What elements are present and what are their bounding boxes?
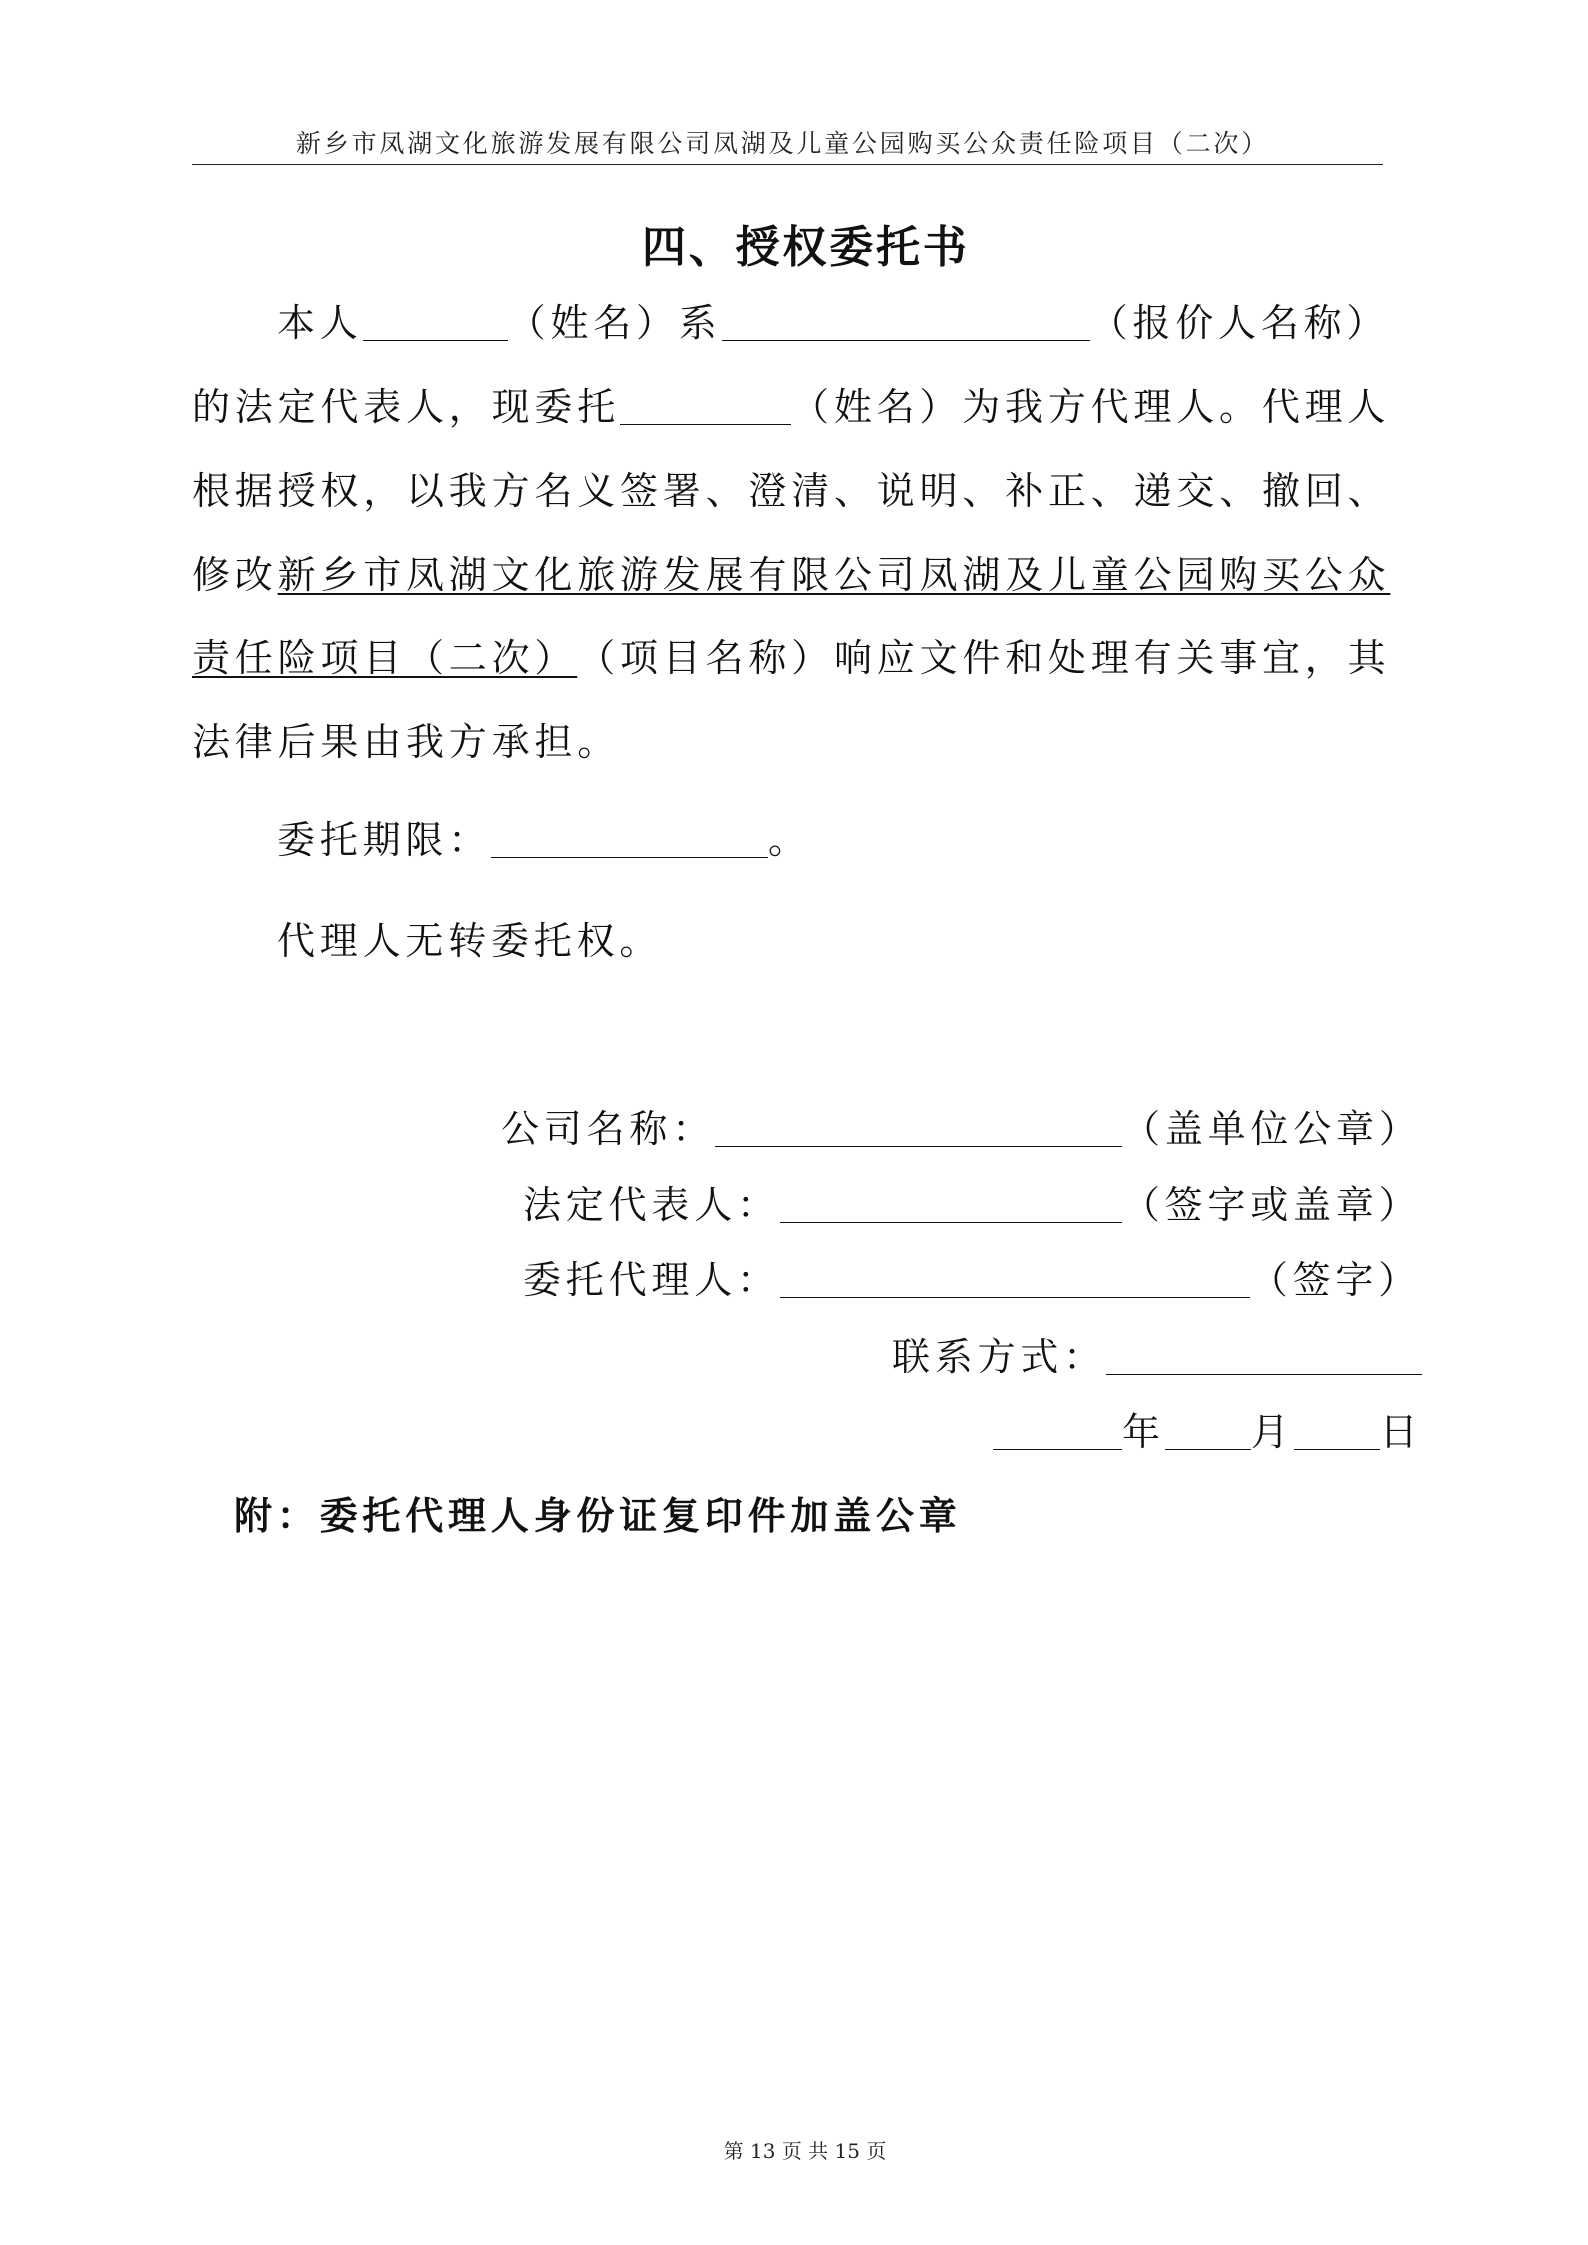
- name-blank: [363, 306, 508, 341]
- paragraph-line-1: [277, 298, 1389, 348]
- project-name-underlined: 新乡市凤湖文化旅游发展有限公司凤湖及儿童公园购买公众: [277, 553, 1391, 597]
- paragraph-line-3: [192, 466, 1390, 516]
- agent-name-blank: [620, 390, 791, 425]
- contact-blank: [1106, 1340, 1422, 1375]
- day-label: 日: [1379, 1410, 1423, 1454]
- agent-label: 委托代理人：: [523, 1258, 780, 1302]
- signature-date: [993, 1407, 1422, 1457]
- page-number: 第 13 页 共 15 页: [723, 2139, 887, 2163]
- text-segment: （姓名）为我方代理人。代理人: [791, 385, 1391, 429]
- month-label: 月: [1250, 1410, 1294, 1454]
- header-rule: [192, 164, 1383, 165]
- term-label: 委托期限：: [277, 818, 492, 862]
- text-segment: （项目名称）响应文件和处理有关事宜，其: [577, 636, 1391, 680]
- text-segment: （报价人名称）: [1089, 301, 1390, 345]
- text-segment: 附：委托代理人身份证复印件加盖公章: [234, 1494, 962, 1538]
- paragraph-line-4: [192, 550, 1390, 600]
- contact-label: 联系方式：: [892, 1335, 1107, 1379]
- day-blank: [1294, 1415, 1380, 1450]
- company-blank: [715, 1112, 1122, 1147]
- attachment-note: [234, 1491, 962, 1541]
- month-blank: [1165, 1415, 1251, 1450]
- signature-agent: [523, 1255, 1421, 1305]
- agent-note: （签字）: [1249, 1258, 1422, 1302]
- legal-rep-blank: [780, 1188, 1122, 1223]
- running-header: 新乡市凤湖文化旅游发展有限公司凤湖及儿童公园购买公众责任险项目（二次）: [296, 129, 1270, 158]
- paragraph-line-2: [192, 382, 1390, 432]
- company-note: （盖单位公章）: [1122, 1107, 1422, 1151]
- paragraph-line-5: [192, 633, 1390, 683]
- text-segment: 的法定代表人，现委托: [192, 385, 621, 429]
- company-label: 公司名称：: [501, 1107, 716, 1151]
- text-segment: 法律后果由我方承担。: [192, 720, 621, 764]
- term-end: 。: [768, 818, 811, 862]
- document-title: 四、授权委托书: [642, 222, 970, 273]
- legal-rep-note: （签字或盖章）: [1121, 1183, 1422, 1227]
- text-segment: 根据授权，以我方名义签署、澄清、说明、补正、递交、撤回、: [192, 469, 1391, 513]
- year-label: 年: [1122, 1410, 1165, 1454]
- signature-company: [501, 1104, 1422, 1154]
- text-segment: （姓名）系: [507, 301, 722, 345]
- project-name-underlined: 责任险项目（二次）: [192, 636, 578, 680]
- legal-rep-label: 法定代表人：: [523, 1183, 780, 1227]
- year-blank: [993, 1415, 1122, 1450]
- signature-legal-rep: [523, 1180, 1421, 1230]
- bidder-name-blank: [722, 306, 1090, 341]
- text-segment: 本人: [277, 301, 363, 345]
- agent-blank: [780, 1263, 1250, 1298]
- term-blank: [491, 823, 768, 858]
- paragraph-line-6: [192, 717, 620, 767]
- text-segment: 代理人无转委托权。: [277, 919, 663, 963]
- authorization-term: [277, 815, 811, 865]
- no-subdelegation-statement: [277, 916, 662, 966]
- signature-contact: [892, 1332, 1422, 1382]
- text-segment: 修改: [192, 553, 278, 597]
